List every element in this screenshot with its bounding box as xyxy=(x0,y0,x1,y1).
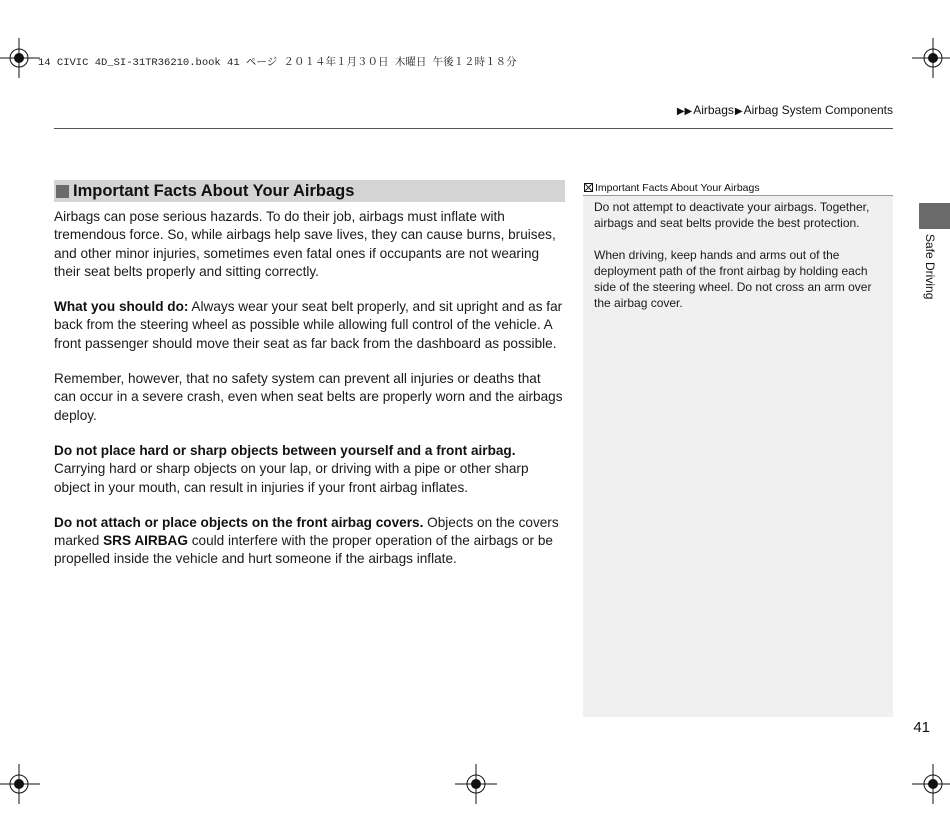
what-to-do-label: What you should do: xyxy=(54,299,189,315)
sidebar-title xyxy=(583,180,893,196)
sidebar-notes xyxy=(583,180,893,717)
section-heading-text: Important Facts About Your Airbags xyxy=(73,181,355,200)
sharp-objects-text: Carrying hard or sharp objects on your lap, or driving with a pipe or other sharp object in your mouth, can result in injuries if your front airbag inflates. xyxy=(54,461,529,495)
crop-mark-icon xyxy=(455,764,497,804)
section-tab xyxy=(919,203,950,229)
paragraph-airbag-covers xyxy=(54,514,565,569)
crop-mark-icon xyxy=(912,764,950,804)
page-number: 41 xyxy=(913,719,930,736)
section-heading xyxy=(54,180,565,202)
breadcrumb xyxy=(676,103,893,117)
paragraph-remember: Remember, however, that no safety system can prevent all injuries or deaths that can occur in a severe crash, even when seat belts are properly worn and the airbags deploy. xyxy=(54,371,563,423)
sidebar-note-deactivate: Do not attempt to deactivate your airbags. Together, airbags and seat belts provide the best protection. xyxy=(594,200,870,230)
main-content xyxy=(54,180,565,586)
print-header: 14 CIVIC 4D_SI-31TR36210.book 41 ページ ２０１４年１月３０日 木曜日 午後１２時１８分 xyxy=(38,57,517,69)
header-rule xyxy=(54,128,893,129)
crop-mark-icon xyxy=(0,38,40,78)
airbag-covers-text-a: Objects on the covers marked xyxy=(54,514,559,549)
paragraph-what-to-do xyxy=(54,298,565,353)
sidebar-title-text: Important Facts About Your Airbags xyxy=(595,181,760,194)
heading-square-icon xyxy=(56,185,69,198)
srs-airbag-label: SRS AIRBAG xyxy=(103,533,188,549)
airbag-covers-warning: Do not attach or place objects on the front airbag covers. xyxy=(54,514,424,530)
crop-mark-icon xyxy=(912,38,950,78)
airbag-covers-text-b: could interfere with the proper operation of the airbags or be propelled inside the vehicle and hurt someone if the airbags inflate. xyxy=(54,533,553,567)
what-to-do-text: Always wear your seat belt properly, and sit upright and as far back from the steering wheel as possible while allowing full control of the vehicle. A front passenger should move their seat as far back from the dashboard as possible. xyxy=(54,299,563,351)
reference-x-icon xyxy=(584,183,593,192)
crop-mark-icon xyxy=(0,764,40,804)
sidebar-note-driving: When driving, keep hands and arms out of the deployment path of the front airbag by holding each side of the steering wheel. Do not cross an arm over the airbag cover. xyxy=(594,248,872,310)
breadcrumb-item-airbags[interactable]: Airbags xyxy=(693,103,734,117)
paragraph-sharp-objects xyxy=(54,442,565,497)
breadcrumb-triangle-icon: ▶▶ xyxy=(676,106,693,117)
paragraph-hazards: Airbags can pose serious hazards. To do their job, airbags must inflate with tremendous force. So, while airbags help save lives, they can cause burns, bruises, and other minor injuries, sometimes even fatal ones if occupants are not wearing their seat belts properly and sitting correctly. xyxy=(54,209,556,279)
section-tab-label: Safe Driving xyxy=(923,234,937,300)
breadcrumb-triangle-icon: ▶ xyxy=(734,106,743,117)
sharp-objects-warning: Do not place hard or sharp objects between yourself and a front airbag. xyxy=(54,442,516,458)
breadcrumb-item-components[interactable]: Airbag System Components xyxy=(743,103,893,117)
sidebar-body xyxy=(594,199,884,327)
